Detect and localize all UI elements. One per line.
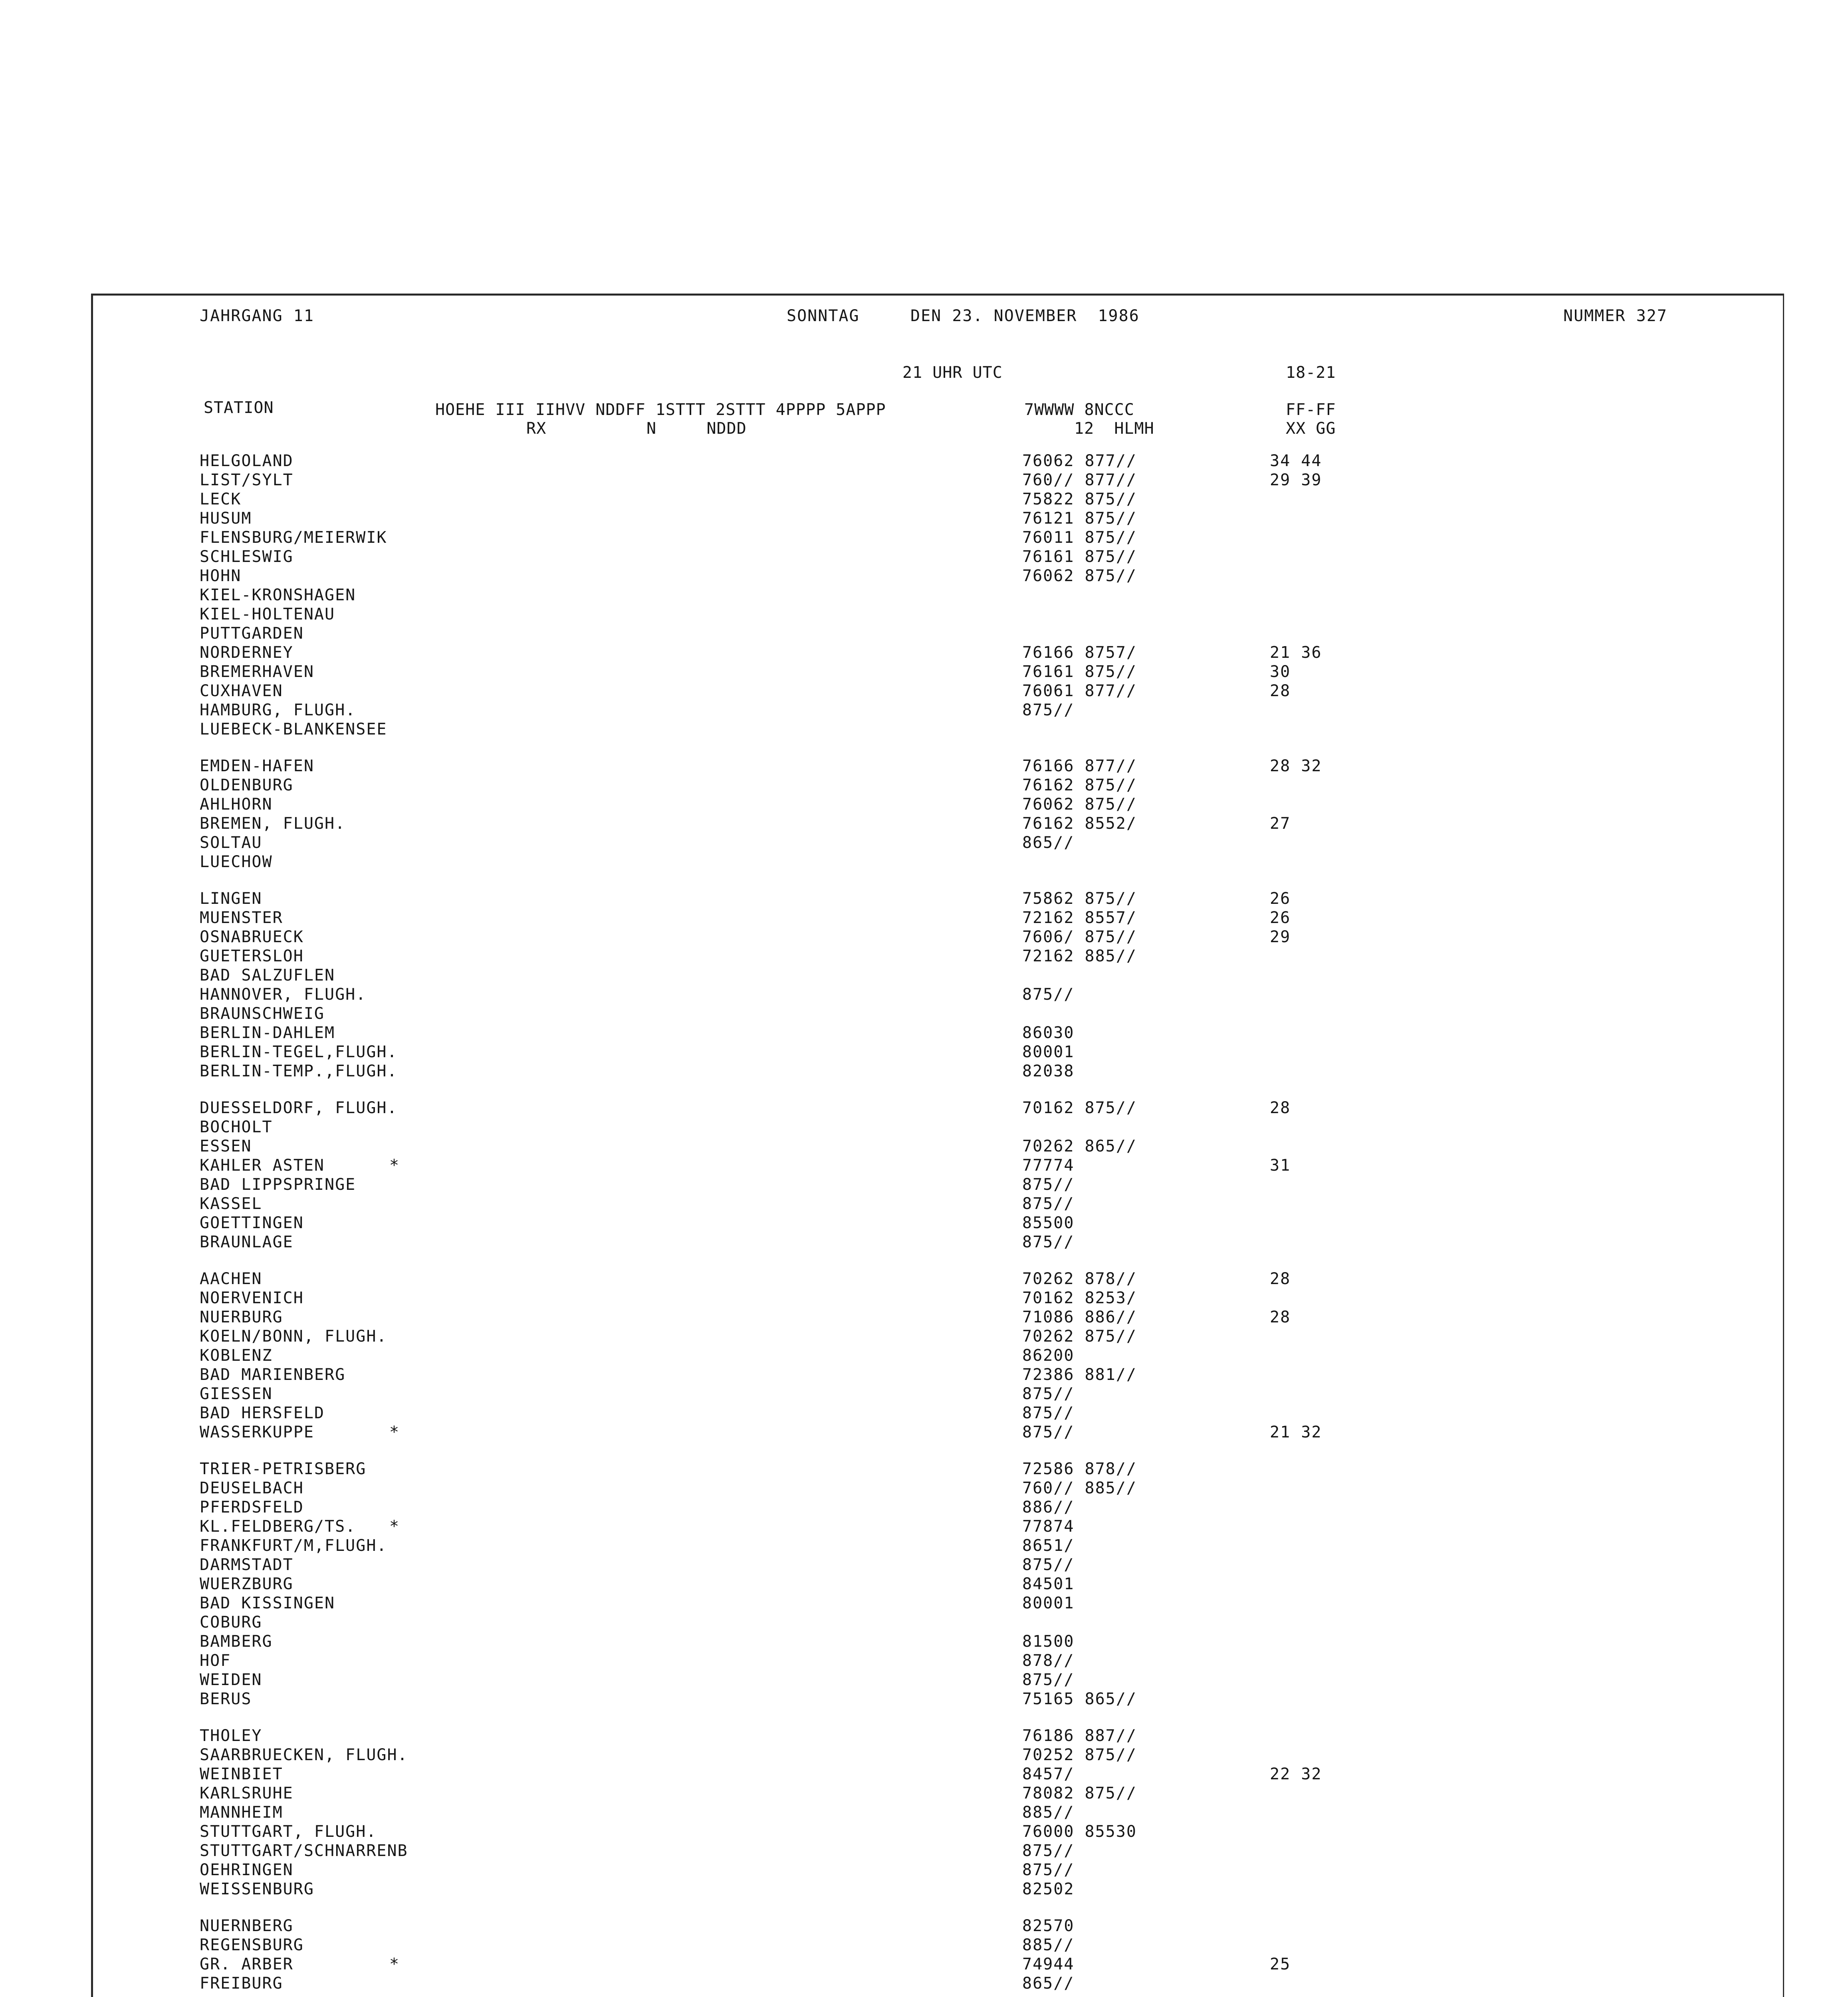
weather-group: 885// xyxy=(1022,1936,1075,1954)
station-name: HELGOLAND xyxy=(200,452,293,470)
station-name: KL.FELDBERG/TS. xyxy=(200,1517,356,1536)
station-name: LIST/SYLT xyxy=(200,471,293,489)
station-name: HOHN xyxy=(200,567,242,585)
station-name: DUESSELDORF, FLUGH. xyxy=(200,1099,398,1117)
weather-group: 875// xyxy=(1022,701,1075,719)
station-name: WASSERKUPPE xyxy=(200,1423,314,1441)
weather-group: 80001 xyxy=(1022,1043,1075,1061)
station-name: BAD LIPPSPRINGE xyxy=(200,1175,356,1194)
station-name: LINGEN xyxy=(200,889,262,908)
weather-group: 70262 865// xyxy=(1022,1137,1137,1155)
weather-group: 77774 xyxy=(1022,1156,1075,1175)
station-name: HOF xyxy=(200,1652,231,1670)
weather-group: 7606/ 875// xyxy=(1022,928,1137,946)
station-name: BERLIN-TEMP.,FLUGH. xyxy=(200,1062,398,1080)
weather-group: 76062 877// xyxy=(1022,452,1137,470)
station-name: BERLIN-TEGEL,FLUGH. xyxy=(200,1043,398,1061)
station-name: BOCHOLT xyxy=(200,1118,273,1136)
weather-group: 885// xyxy=(1022,1803,1075,1822)
weather-group: 70262 878// xyxy=(1022,1270,1137,1288)
weather-group: 82038 xyxy=(1022,1062,1075,1080)
wind-gust: 28 xyxy=(1270,1099,1291,1117)
station-name: THOLEY xyxy=(200,1727,262,1745)
wind-gust: 29 39 xyxy=(1270,471,1322,489)
weather-group: 875// xyxy=(1022,1385,1075,1403)
wind-gust: 21 32 xyxy=(1270,1423,1322,1441)
station-name: AHLHORN xyxy=(200,795,273,814)
station-name: COBURG xyxy=(200,1613,262,1632)
weather-group: 85500 xyxy=(1022,1214,1075,1232)
station-name: STUTTGART/SCHNARRENB xyxy=(200,1842,408,1860)
station-name: GUETERSLOH xyxy=(200,947,304,965)
station-name: FLENSBURG/MEIERWIK xyxy=(200,528,387,547)
station-name: NORDERNEY xyxy=(200,643,293,662)
date-label: DEN 23. NOVEMBER 1986 xyxy=(910,307,1140,325)
station-name: BRAUNSCHWEIG xyxy=(200,1004,325,1023)
station-name: KASSEL xyxy=(200,1195,262,1213)
station-name: OLDENBURG xyxy=(200,776,293,794)
station-name: BRAUNLAGE xyxy=(200,1233,293,1251)
station-name: NUERNBERG xyxy=(200,1917,293,1935)
station-name: LUEBECK-BLANKENSEE xyxy=(200,720,387,738)
station-name: BAD HERSFELD xyxy=(200,1404,325,1422)
wind-gust: 28 xyxy=(1270,1308,1291,1326)
weather-group: 72162 885// xyxy=(1022,947,1137,965)
station-name: BERLIN-DAHLEM xyxy=(200,1024,335,1042)
weather-group: 875// xyxy=(1022,1175,1075,1194)
station-name: SAARBRUECKEN, FLUGH. xyxy=(200,1746,408,1764)
weather-group: 78082 875// xyxy=(1022,1784,1137,1802)
station-name: GOETTINGEN xyxy=(200,1214,304,1232)
station-name: AACHEN xyxy=(200,1270,262,1288)
weather-group: 76162 875// xyxy=(1022,776,1137,794)
wind-gust: 25 xyxy=(1270,1955,1291,1973)
weather-group: 878// xyxy=(1022,1652,1075,1670)
wind-gust: 22 32 xyxy=(1270,1765,1322,1783)
wind-gust: 26 xyxy=(1270,889,1291,908)
station-name: DARMSTADT xyxy=(200,1556,293,1574)
weather-group: 76162 8552/ xyxy=(1022,814,1137,833)
station-name: BAMBERG xyxy=(200,1632,273,1651)
weather-group: 82502 xyxy=(1022,1880,1075,1898)
weather-group: 72386 881// xyxy=(1022,1366,1137,1384)
data-column-header: HOEHE III IIHVV NDDFF 1STTT 2STTT 4PPPP 5APPP xyxy=(435,401,886,419)
wind-gust: 26 xyxy=(1270,909,1291,927)
weather-group: 76161 875// xyxy=(1022,663,1137,681)
station-name: KIEL-HOLTENAU xyxy=(200,605,335,623)
weather-group: 76161 875// xyxy=(1022,548,1137,566)
wind-column-header: FF-FF xyxy=(1286,401,1336,419)
weather-group: 80001 xyxy=(1022,1594,1075,1612)
weather-group: 72586 878// xyxy=(1022,1460,1137,1478)
station-name: WEINBIET xyxy=(200,1765,283,1783)
weather-group: 76166 8757/ xyxy=(1022,643,1137,662)
station-name: STUTTGART, FLUGH. xyxy=(200,1822,377,1841)
mountain-station-marker: * xyxy=(389,1423,399,1441)
station-name: NOERVENICH xyxy=(200,1289,304,1307)
station-name: HAMBURG, FLUGH. xyxy=(200,701,356,719)
data-column-subheader: RX N NDDD xyxy=(526,419,747,438)
station-name: HANNOVER, FLUGH. xyxy=(200,985,367,1004)
weather-group: 875// xyxy=(1022,1842,1075,1860)
weather-group: 70262 875// xyxy=(1022,1327,1137,1346)
station-name: SOLTAU xyxy=(200,834,262,852)
station-name: KARLSRUHE xyxy=(200,1784,293,1802)
weather-group: 875// xyxy=(1022,1195,1075,1213)
weather-group: 875// xyxy=(1022,985,1075,1004)
weather-group: 76166 877// xyxy=(1022,757,1137,775)
weather-group: 76186 887// xyxy=(1022,1727,1137,1745)
weather-group: 75862 875// xyxy=(1022,889,1137,908)
station-name: BREMERHAVEN xyxy=(200,663,314,681)
station-name: SCHLESWIG xyxy=(200,548,293,566)
weather-group: 875// xyxy=(1022,1423,1075,1441)
weather-group: 82570 xyxy=(1022,1917,1075,1935)
weather-group: 76000 85530 xyxy=(1022,1822,1137,1841)
weather-group: 71086 886// xyxy=(1022,1308,1137,1326)
station-name: MANNHEIM xyxy=(200,1803,283,1822)
station-name: DEUSELBACH xyxy=(200,1479,304,1497)
weather-group: 886// xyxy=(1022,1498,1075,1517)
weather-group: 76011 875// xyxy=(1022,528,1137,547)
station-name: KOELN/BONN, FLUGH. xyxy=(200,1327,387,1346)
weather-group: 70252 875// xyxy=(1022,1746,1137,1764)
mountain-station-marker: * xyxy=(389,1955,399,1973)
observation-time: 21 UHR UTC xyxy=(902,363,1003,382)
weather-group: 75822 875// xyxy=(1022,490,1137,508)
station-name: LUECHOW xyxy=(200,853,273,871)
station-name: GIESSEN xyxy=(200,1385,273,1403)
wind-period: 18-21 xyxy=(1286,363,1336,382)
station-name: KOBLENZ xyxy=(200,1346,273,1365)
weather-group: 865// xyxy=(1022,1974,1075,1993)
weather-group: 875// xyxy=(1022,1233,1075,1251)
wind-column-subheader: XX GG xyxy=(1286,419,1336,438)
wind-gust: 21 36 xyxy=(1270,643,1322,662)
station-name: OSNABRUECK xyxy=(200,928,304,946)
wind-gust: 30 xyxy=(1270,663,1291,681)
weather-group: 8457/ xyxy=(1022,1765,1075,1783)
weather-group: 70162 8253/ xyxy=(1022,1289,1137,1307)
weather-group: 76121 875// xyxy=(1022,509,1137,528)
weather-group: 865// xyxy=(1022,834,1075,852)
station-name: BAD KISSINGEN xyxy=(200,1594,335,1612)
wind-gust: 28 xyxy=(1270,682,1291,700)
table-frame xyxy=(91,294,1784,1997)
weather-group: 86030 xyxy=(1022,1024,1075,1042)
station-name: OEHRINGEN xyxy=(200,1861,293,1879)
volume-label: JAHRGANG 11 xyxy=(200,307,314,325)
weather-group: 760// 877// xyxy=(1022,471,1137,489)
weather-group: 70162 875// xyxy=(1022,1099,1137,1117)
weather-column-header: 7WWWW 8NCCC xyxy=(1024,401,1134,419)
station-name: TRIER-PETRISBERG xyxy=(200,1460,367,1478)
station-name: KIEL-KRONSHAGEN xyxy=(200,586,356,604)
weather-group: 76062 875// xyxy=(1022,795,1137,814)
mountain-station-marker: * xyxy=(389,1517,399,1536)
station-name: BAD SALZUFLEN xyxy=(200,966,335,985)
wind-gust: 28 xyxy=(1270,1270,1291,1288)
weather-group: 875// xyxy=(1022,1556,1075,1574)
weather-group: 760// 885// xyxy=(1022,1479,1137,1497)
wind-gust: 28 32 xyxy=(1270,757,1322,775)
station-name: ESSEN xyxy=(200,1137,252,1155)
weather-group: 74944 xyxy=(1022,1955,1075,1973)
station-name: BAD MARIENBERG xyxy=(200,1366,346,1384)
weather-group: 76062 875// xyxy=(1022,567,1137,585)
station-name: NUERBURG xyxy=(200,1308,283,1326)
station-name: PFERDSFELD xyxy=(200,1498,304,1517)
weather-group: 875// xyxy=(1022,1671,1075,1689)
wind-gust: 31 xyxy=(1270,1156,1291,1175)
weather-column-subheader: 12 HLMH xyxy=(1074,419,1154,438)
station-name: FRANKFURT/M,FLUGH. xyxy=(200,1536,387,1555)
station-name: MUENSTER xyxy=(200,909,283,927)
station-name: WUERZBURG xyxy=(200,1575,293,1593)
station-name: PUTTGARDEN xyxy=(200,624,304,643)
station-name: EMDEN-HAFEN xyxy=(200,757,314,775)
weather-group: 76061 877// xyxy=(1022,682,1137,700)
station-name: FREIBURG xyxy=(200,1974,283,1993)
weather-group: 81500 xyxy=(1022,1632,1075,1651)
mountain-station-marker: * xyxy=(389,1156,399,1175)
station-name: BREMEN, FLUGH. xyxy=(200,814,346,833)
station-name: CUXHAVEN xyxy=(200,682,283,700)
station-column-header: STATION xyxy=(204,399,274,417)
weather-group: 875// xyxy=(1022,1861,1075,1879)
weather-group: 72162 8557/ xyxy=(1022,909,1137,927)
station-name: BERUS xyxy=(200,1690,252,1708)
weather-group: 75165 865// xyxy=(1022,1690,1137,1708)
station-name: LECK xyxy=(200,490,242,508)
station-name: GR. ARBER xyxy=(200,1955,293,1973)
weather-group: 8651/ xyxy=(1022,1536,1075,1555)
wind-gust: 29 xyxy=(1270,928,1291,946)
weather-group: 875// xyxy=(1022,1404,1075,1422)
weather-group: 86200 xyxy=(1022,1346,1075,1365)
station-name: WEIDEN xyxy=(200,1671,262,1689)
wind-gust: 34 44 xyxy=(1270,452,1322,470)
station-name: KAHLER ASTEN xyxy=(200,1156,325,1175)
weather-group: 77874 xyxy=(1022,1517,1075,1536)
station-name: REGENSBURG xyxy=(200,1936,304,1954)
station-name: WEISSENBURG xyxy=(200,1880,314,1898)
station-name: HUSUM xyxy=(200,509,252,528)
wind-gust: 27 xyxy=(1270,814,1291,833)
weather-group: 84501 xyxy=(1022,1575,1075,1593)
issue-number: NUMMER 327 xyxy=(1563,307,1668,325)
weekday-label: SONNTAG xyxy=(787,307,860,325)
